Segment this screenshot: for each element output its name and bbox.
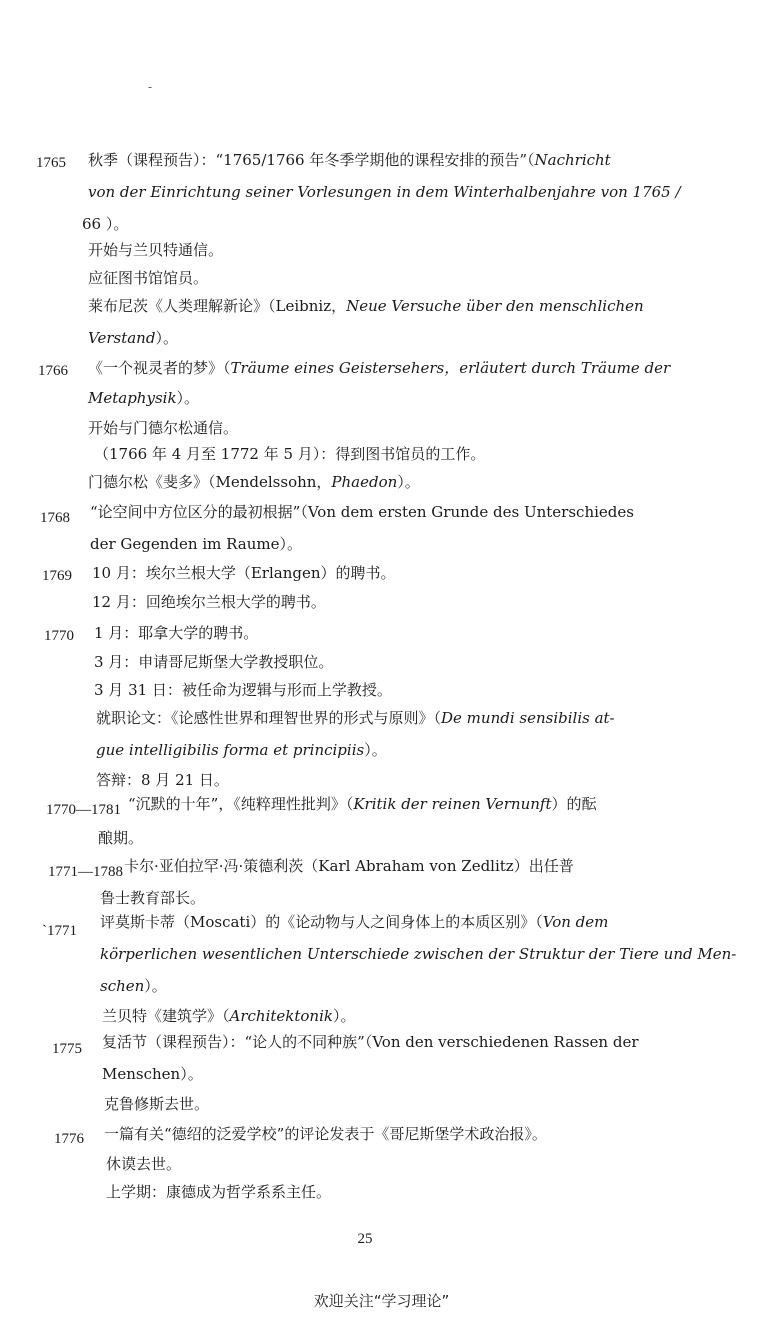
- entry-italic-title: Phaedon: [331, 473, 398, 491]
- entry-text: 复活节（课程预告）：“论人的不同种族”（Von den verschiedenen Rassen der: [102, 1033, 639, 1051]
- entry-year: 1770: [44, 628, 74, 644]
- entry-year: `1771: [42, 923, 77, 939]
- entry-text: 鲁士教育部长。: [100, 889, 206, 907]
- entry-text-after: ）。: [155, 329, 178, 347]
- entry-line: [92, 563, 396, 583]
- entry-text: 66 ）。: [82, 215, 129, 233]
- entry-line: [92, 592, 326, 612]
- entry-text: 3 月：申请哥尼斯堡大学教授职位。: [94, 653, 334, 671]
- entry-text: 3 月 31 日：被任命为逻辑与形而上学教授。: [94, 681, 392, 699]
- entry-text: 10 月：埃尔兰根大学（Erlangen）的聘书。: [92, 564, 396, 582]
- entry-text-after: ）。: [397, 473, 420, 491]
- entry-text: 一篇有关“德绍的泛爱学校”的评论发表于《哥尼斯堡学术政治报》。: [104, 1125, 547, 1143]
- entry-line: [106, 1182, 331, 1202]
- entry-line: [104, 1094, 209, 1114]
- entry-line: [102, 1032, 639, 1052]
- entry-text-after: ）的酝: [551, 795, 597, 813]
- entry-italic-title: Verstand: [88, 329, 156, 347]
- entry-line: [96, 708, 615, 728]
- entry-line: [124, 856, 574, 876]
- page-number: 25: [357, 1231, 373, 1247]
- entry-year: 1766: [38, 363, 68, 379]
- entry-text: 1 月：耶拿大学的聘书。: [94, 624, 259, 642]
- entry-line: [128, 794, 597, 814]
- entry-text: 开始与兰贝特通信。: [88, 241, 224, 259]
- entry-italic-title: Kritik der reinen Vernunft: [353, 795, 552, 813]
- entry-line: [100, 888, 205, 908]
- entry-text: 秋季（课程预告）：“1765/1766 年冬季学期他的课程安排的预告”（: [88, 151, 535, 169]
- entry-line: [88, 358, 670, 378]
- entry-line: [90, 534, 302, 554]
- entry-italic-title: Von dem: [542, 913, 609, 931]
- entry-text: 克鲁修斯去世。: [104, 1095, 210, 1113]
- entry-line: [100, 976, 167, 996]
- entry-line: [82, 214, 128, 234]
- entry-text: 《一个视灵者的梦》（: [88, 359, 231, 377]
- entry-italic-title: Träume eines Geistersehers，erläutert durch Träume der: [230, 359, 671, 377]
- entry-text: 开始与门德尔松通信。: [88, 419, 239, 437]
- entry-text: 12 月：回绝埃尔兰根大学的聘书。: [92, 593, 326, 611]
- entry-text-after: ）。: [364, 741, 387, 759]
- entry-text: （1766 年 4 月至 1772 年 5 月）：得到图书馆员的工作。: [94, 445, 486, 463]
- entry-italic-title: schen: [100, 977, 145, 995]
- entry-year: 1765: [36, 155, 66, 171]
- entry-year: 1776: [54, 1131, 84, 1147]
- entry-line: [94, 652, 333, 672]
- entry-italic-title: Neue Versuche über den menschlichen: [346, 297, 644, 315]
- entry-text: 酿期。: [98, 829, 144, 847]
- entry-text: 兰贝特《建筑学》（: [102, 1007, 230, 1025]
- entry-text-after: ）。: [332, 1007, 356, 1025]
- entry-text: 就职论文：《论感性世界和理智世界的形式与原则》（: [96, 709, 442, 727]
- entry-line: [88, 240, 223, 260]
- entry-line: [96, 740, 387, 760]
- entry-line: [88, 418, 238, 438]
- entry-line: [94, 623, 258, 643]
- entry-text: “论空间中方位区分的最初根据”（Von dem ersten Grunde des Unterschiedes: [90, 503, 634, 521]
- entry-text-after: ）。: [176, 389, 200, 407]
- entry-italic-title: körperlichen wesentlichen Unterschiede zwischen der Struktur der Tiere und Men-: [100, 945, 737, 963]
- entry-line: [104, 1124, 547, 1144]
- entry-line: [102, 1006, 356, 1026]
- entry-line: [102, 1064, 203, 1084]
- entry-italic-title: De mundi sensibilis at-: [441, 709, 615, 727]
- entry-line: [88, 472, 420, 492]
- entry-italic-title: Metaphysik: [88, 389, 177, 407]
- entry-line: [98, 828, 143, 848]
- entry-text-after: ）。: [144, 977, 167, 995]
- entry-text: 卡尔·亚伯拉罕·冯·策德利茨（Karl Abraham von Zedlitz）出任普: [124, 857, 574, 875]
- entry-year: 1775: [52, 1041, 82, 1057]
- entry-line: [94, 444, 485, 464]
- entry-line: [100, 944, 736, 964]
- entry-text: 休谟去世。: [106, 1155, 182, 1173]
- entry-line: [88, 268, 208, 288]
- entry-text: Menschen）。: [102, 1065, 203, 1083]
- entry-text: 应征图书馆馆员。: [88, 269, 209, 287]
- footer-note: 欢迎关注“学习理论”: [313, 1292, 450, 1310]
- entry-year: 1769: [42, 568, 72, 584]
- header-mark: -: [148, 80, 153, 94]
- entry-italic-title: Nachricht: [534, 151, 611, 169]
- entry-line: [94, 680, 392, 700]
- entry-text: 莱布尼茨《人类理解新论》（Leibniz，: [88, 297, 347, 315]
- entry-line: [90, 502, 634, 522]
- entry-line: [88, 388, 199, 408]
- entry-year: 1768: [40, 510, 70, 526]
- entry-year: 1771—1788: [48, 864, 123, 880]
- entry-line: [96, 770, 229, 790]
- entry-text: der Gegenden im Raume）。: [90, 535, 302, 553]
- entry-line: [100, 912, 608, 932]
- entry-year: 1770—1781: [46, 802, 121, 818]
- entry-italic-title: Architektonik: [229, 1007, 333, 1025]
- entry-text: “沉默的十年”，《纯粹理性批判》（: [128, 795, 354, 813]
- entry-line: [88, 296, 644, 316]
- entry-text: 答辩：8 月 21 日。: [96, 771, 229, 789]
- entry-line: [88, 182, 681, 202]
- entry-italic-title: von der Einrichtung seiner Vorlesungen in dem Winterhalbenjahre von 1765 /: [88, 183, 681, 201]
- entry-text: 上学期：康德成为哲学系系主任。: [106, 1183, 332, 1201]
- entry-line: [88, 328, 178, 348]
- entry-line: [88, 150, 611, 170]
- entry-line: [106, 1154, 181, 1174]
- entry-text: 门德尔松《斐多》（Mendelssohn，: [88, 473, 332, 491]
- entry-text: 评莫斯卡蒂（Moscati）的《论动物与人之间身体上的本质区别》（: [100, 913, 543, 931]
- entry-italic-title: gue intelligibilis forma et principiis: [96, 741, 365, 759]
